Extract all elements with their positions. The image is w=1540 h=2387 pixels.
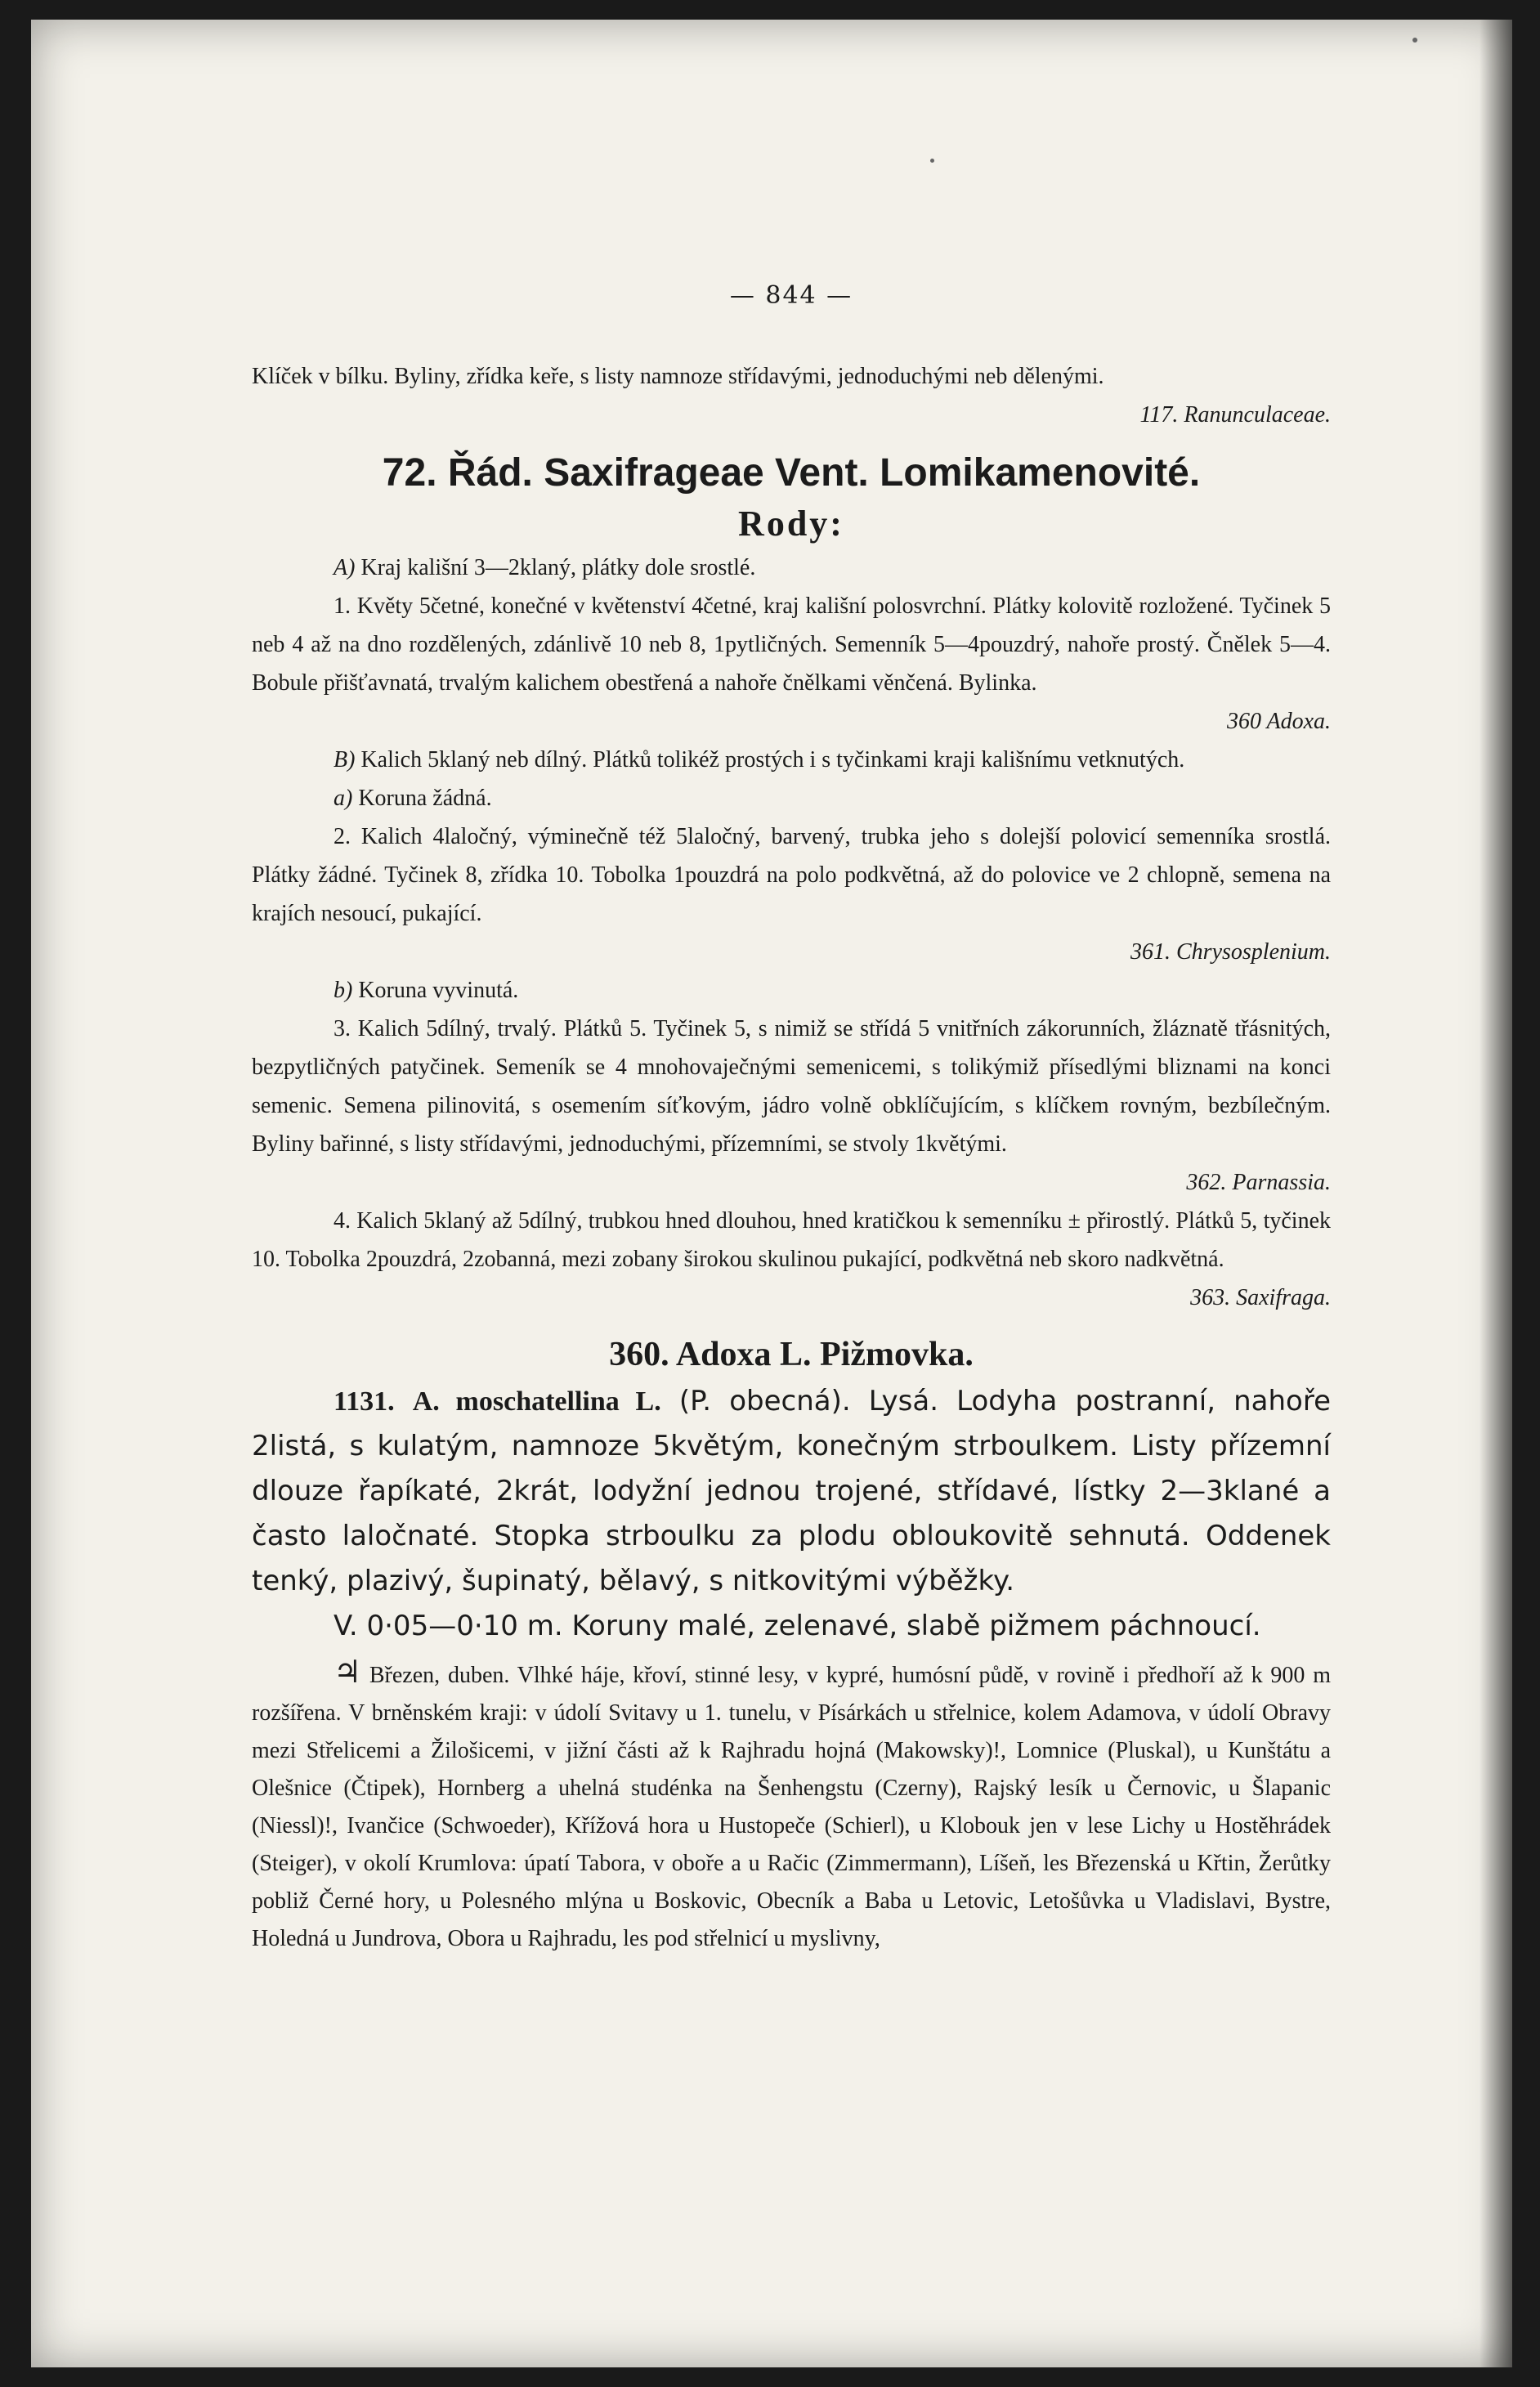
species-description (252, 1379, 1331, 1604)
species-description-text: (P. obecná). Lysá. Lodyha postranní, nahoře 2listá, s kulatým, namnoze 5květým, konečným strboulkem. Listy přízemní dlouze řapíkaté, 2krát, lodyžní jednou trojené, střídavé, lístky 2—3klané a často laločnaté. Stopka strboulku za plodu obloukovitě sehnutá. Oddenek tenký, plazivý, šupinatý, bělavý, s nitkovitými výběžky. (252, 1385, 1332, 1597)
genus-heading: 360. Adoxa L. Pižmovka. (609, 1336, 974, 1373)
key-item-1-text: 1. Květy 5četné, konečné v květenství 4četné, kraj kališní polosvrchní. Plátky kolovitě rozložené. Tyčinek 5 neb 4 až na dno rozdělených, zdánlivě 10 neb 8, 1pytličných. Semenník 5—4pouzdrý, nahoře prostý. Čnělek 5—4. Bobule přišťavnatá, trvalým kalichem obestřená a nahoře čnělkami věnčená. Bylinka. (252, 593, 1331, 696)
intro-paragraph (252, 357, 1331, 434)
species-flowering: V. 0·05—0·10 m. Koruny malé, zelenavé, slabě pižmem páchnoucí. (334, 1610, 1261, 1642)
species-number: 1131. (334, 1386, 395, 1417)
key-item-2 (252, 817, 1331, 971)
key-item-3 (252, 1010, 1331, 1202)
page-number: — 844 — (729, 281, 853, 310)
key-item-4-ref: 363. Saxifraga. (1190, 1285, 1331, 1310)
genera-heading: Rody: (738, 504, 844, 544)
species-distribution (252, 1654, 1331, 1958)
key-text-b: Kalich 5klaný neb dílný. Plátků tolikéž prostých i s tyčinkami kraji kališnímu vetknutých. (360, 747, 1185, 773)
key-item-4 (252, 1202, 1331, 1317)
key-item-2-text: 2. Kalich 4laločný, výminečně též 5laločný, barvený, trubka jeho s dolejší polovicí semenníka srostlá. Plátky žádné. Tyčinek 8, zřídka 10. Tobolka 1pouzdrá na polo podkvětná, až do polovice ve 2 chlopně, semena na krajích nesoucí, pukající. (252, 824, 1331, 926)
key-subsection-b (252, 971, 1331, 1010)
key-item-3-ref: 362. Parnassia. (1186, 1170, 1331, 1195)
key-letter-small-b: b) (334, 978, 353, 1003)
intro-text: Klíček v bílku. Byliny, zřídka keře, s listy namnoze střídavými, jednoduchými neb dělenými. (252, 364, 1104, 389)
key-item-4-text: 4. Kalich 5klaný až 5dílný, trubkou hned dlouhou, hned kratičkou k semenníku ± přirostlý. Plátků 5, tyčinek 10. Tobolka 2pouzdrá, 2zobanná, mezi zobany širokou skulinou pukající, podkvětná neb skoro nadkvětná. (252, 1208, 1331, 1272)
book-page (31, 20, 1512, 2367)
key-section-a (252, 549, 1331, 587)
page-edge-shadow (1480, 20, 1512, 2367)
species-name: A. moschatellina L. (412, 1386, 661, 1417)
key-item-3-text: 3. Kalich 5dílný, trvalý. Plátků 5. Tyčinek 5, s nimiž se střídá 5 vnitřních zákorunních, žláznatě třásnitých, bezpytličných patyčinek. Semeník se 4 mnohovaječnými semenicemi, s tolikýmiž přísedlými bliznami na konci semenic. Semena pilinovitá, s osemením síťkovým, jádro volně obklíčujícím, s klíčkem rovným, bezbílečným. Byliny bařinné, s listy střídavými, jednoduchými, přízemními, se stvoly 1květými. (252, 1016, 1331, 1157)
order-heading: 72. Řád. Saxifrageae Vent. Lomikamenovité. (382, 451, 1201, 495)
intro-reference: 117. Ranunculaceae. (1139, 402, 1331, 428)
species-distribution-text: Březen, duben. Vlhké háje, křoví, stinné lesy, v kypré, humósní půdě, v rovině i předhoří až k 900 m rozšířena. V brněnském kraji: v údolí Svitavy u 1. tunelu, v Písárkách u střelnice, kolem Adamova, v údolí Obravy mezi Střelicemi a Žilošicemi, v jižní části až k Rajhradu hojná (Makowsky)!, Lomnice (Pluskal), u Kunštátu a Olešnice (Čtipek), Hornberg a uhelná studénka na Šenhengstu (Czerny), Rajský lesík u Černovic, u Šlapanic (Niessl)!, Ivančice (Schwoeder), Křížová hora u Hustopeče (Schierl), u Klobouk jen v lese Lichy u Hostěhrádek (Steiger), v okolí Krumlova: úpatí Tabora, v oboře a u Račic (Zimmermann), Líšeň, les Březenská u Křtin, Žerůtky pobliž Černé hory, u Polesného mlýna u Boskovic, Obecník a Baba u Letovic, Letošůvka u Vladislavi, Bystre, Holedná u Jundrova, Obora u Rajhradu, les pod střelnicí u myslivny, (252, 1663, 1332, 1951)
key-item-2-ref: 361. Chrysosplenium. (1130, 939, 1331, 965)
key-letter-b: B) (334, 747, 356, 773)
key-subsection-a (252, 779, 1331, 817)
key-text-small-b: Koruna vyvinutá. (358, 978, 519, 1003)
key-item-1 (252, 587, 1331, 741)
page-content (252, 281, 1331, 1958)
key-letter-small-a: a) (334, 786, 353, 811)
ink-speck (1412, 38, 1417, 43)
key-item-1-ref: 360 Adoxa. (1226, 709, 1331, 734)
key-text-a: Kraj kališní 3—2klaný, plátky dole srostlé. (360, 555, 756, 580)
ink-speck (930, 159, 934, 163)
perennial-symbol-icon: ♃ (334, 1655, 362, 1690)
key-section-b (252, 741, 1331, 779)
key-text-small-a: Koruna žádná. (358, 786, 492, 811)
key-letter-a: A) (334, 555, 356, 580)
